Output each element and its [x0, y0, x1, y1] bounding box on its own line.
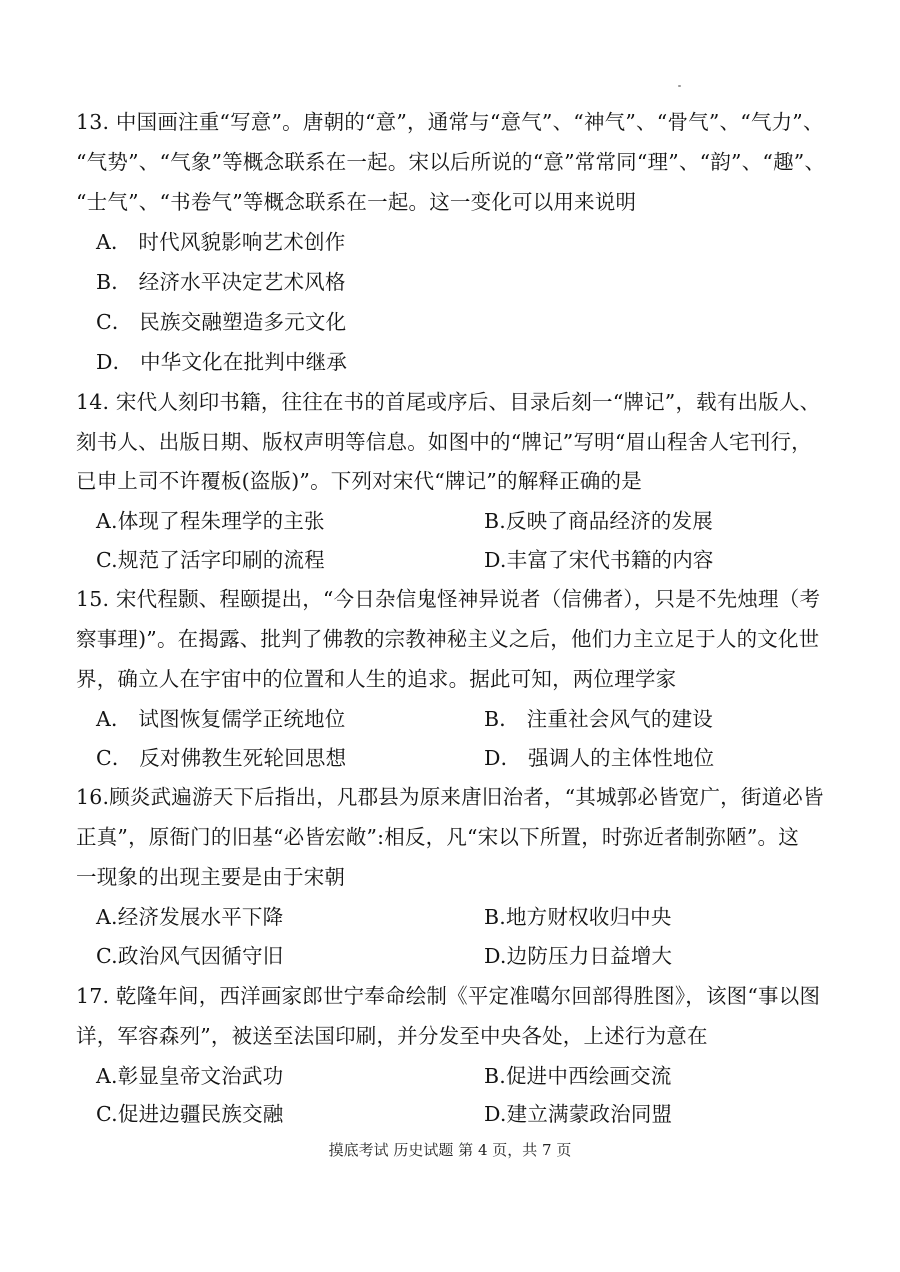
q13-option-d: D． 中华文化在批判中继承 — [96, 350, 348, 374]
q16-stem-line-2: 正真”，原衙门的旧基“必皆宏敞”:相反，凡“宋以下所置，时弥近者制弥陋”。这 — [76, 825, 799, 849]
q13-option-c: C． 民族交融塑造多元文化 — [96, 310, 347, 334]
q16-stem-line-3: 一现象的出现主要是由于宋朝 — [76, 865, 346, 889]
q14-option-a: A.体现了程朱理学的主张 — [96, 509, 325, 533]
q15-stem-line-2: 察事理)”。在揭露、批判了佛教的宗教神秘主义之后，他们力主立足于人的文化世 — [76, 627, 820, 651]
q16-stem-line-1: 16.顾炎武遍游天下后指出，凡郡县为原来唐旧治者，“其城郭必皆宽广，街道必皆 — [76, 785, 824, 809]
q14-option-d: D.丰富了宋代书籍的内容 — [484, 548, 714, 572]
q13-stem-line-1: 13. 中国画注重“写意”。唐朝的“意”，通常与“意气”、“神气”、“骨气”、“气力”、 — [76, 110, 824, 134]
q15-option-c: C． 反对佛教生死轮回思想 — [96, 746, 347, 770]
q16-option-d: D.边防压力日益增大 — [484, 944, 673, 968]
q14-stem-line-3: 已申上司不许覆板(盗版)”。下列对宋代“牌记”的解释正确的是 — [76, 469, 642, 493]
q15-option-b: B． 注重社会风气的建设 — [484, 707, 713, 731]
q16-option-c: C.政治风气因循守旧 — [96, 944, 284, 968]
q13-option-b: B． 经济水平决定艺术风格 — [96, 270, 346, 294]
q17-option-d: D.建立满蒙政治同盟 — [484, 1102, 673, 1126]
q13-stem-line-3: “士气”、“书卷气”等概念联系在一起。这一变化可以用来说明 — [76, 190, 637, 214]
q17-option-b: B.促进中西绘画交流 — [484, 1064, 672, 1088]
q13-stem-line-2: “气势”、“气象”等概念联系在一起。宋以后所说的“意”常常同“理”、“韵”、“趣”、 — [76, 150, 826, 174]
page-footer: 摸底考试 历史试题 第 4 页，共 7 页 — [328, 1141, 572, 1159]
q17-option-c: C.促进边疆民族交融 — [96, 1102, 284, 1126]
q17-option-a: A.彰显皇帝文治武功 — [96, 1064, 284, 1088]
q15-stem-line-1: 15. 宋代程颢、程颐提出，“今日杂信鬼怪神异说者（信佛者），只是不先烛理（考 — [76, 587, 821, 611]
q16-option-a: A.经济发展水平下降 — [96, 905, 284, 929]
q17-stem-line-2: 详，军容森列”，被送至法国印刷，并分发至中央各处，上述行为意在 — [76, 1024, 708, 1048]
q14-option-c: C.规范了活字印刷的流程 — [96, 548, 325, 572]
q17-stem-line-1: 17. 乾隆年间，西洋画家郎世宁奉命绘制《平定准噶尔回部得胜图》，该图“事以图 — [76, 984, 821, 1008]
scan-speck — [678, 85, 681, 87]
q15-stem-line-3: 界，确立人在宇宙中的位置和人生的追求。据此可知，两位理学家 — [76, 667, 677, 691]
q14-option-b: B.反映了商品经济的发展 — [484, 509, 713, 533]
q16-option-b: B.地方财权收归中央 — [484, 905, 672, 929]
q15-option-d: D． 强调人的主体性地位 — [484, 746, 715, 770]
q14-stem-line-2: 刻书人、出版日期、版权声明等信息。如图中的“牌记”写明“眉山程舍人宅刊行， — [76, 430, 812, 454]
q14-stem-line-1: 14. 宋代人刻印书籍，往往在书的首尾或序后、目录后刻一“牌记”，载有出版人、 — [76, 390, 821, 414]
q15-option-a: A． 试图恢复儒学正统地位 — [96, 707, 346, 731]
q13-option-a: A． 时代风貌影响艺术创作 — [96, 230, 346, 254]
